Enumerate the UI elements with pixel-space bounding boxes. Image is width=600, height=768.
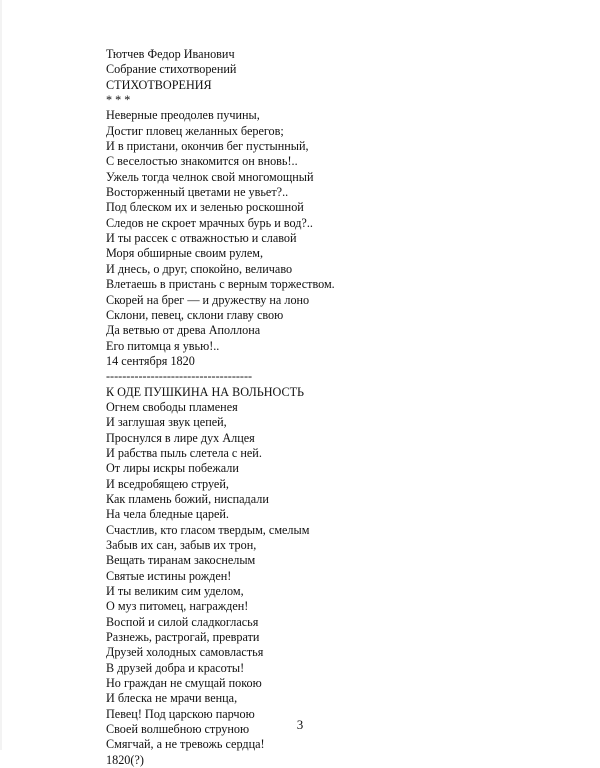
asterisks-separator: * * *: [106, 93, 131, 108]
poem-line: Его питомца я увью!..: [106, 338, 220, 353]
poem-line: Под блеском их и зеленью роскошной: [106, 200, 304, 215]
text-block: [106, 47, 335, 768]
poem-line: И днесь, о друг, спокойно, величаво: [106, 261, 293, 276]
poem-line: И ты великим сим уделом,: [106, 584, 244, 599]
poem-line: С веселостью знакомится он вновь!..: [106, 154, 298, 169]
poem-line: О муз питомец, награжден!: [106, 599, 249, 614]
poem-2: [106, 400, 335, 753]
poem-2-title: К ОДЕ ПУШКИНА НА ВОЛЬНОСТЬ: [106, 384, 305, 399]
collection-title: Собрание стихотворений: [106, 62, 237, 77]
poem-line: И ты рассек с отважностью и славой: [106, 231, 297, 246]
poem-line: Смягчай, а не тревожь сердца!: [106, 737, 265, 752]
poem-line: Достиг пловец желанных берегов;: [106, 123, 284, 138]
poem-line: Огнем свободы пламенея: [106, 399, 238, 414]
scan-edge: [0, 0, 2, 750]
poem-line: Друзей холодных самовластья: [106, 645, 264, 660]
poem-line: Вещать тиранам закоснелым: [106, 553, 256, 568]
poem-line: Проснулся в лире дух Алцея: [106, 430, 255, 445]
section-title: СТИХОТВОРЕНИЯ: [106, 77, 212, 92]
poem-line: Восторженный цветами не увьет?..: [106, 185, 289, 200]
poem-line: И вседробящею струей,: [106, 476, 229, 491]
author-name: Тютчев Федор Иванович: [106, 47, 235, 61]
poem-line: Ужель тогда челнок свой многомощный: [106, 169, 314, 184]
poem-line: И в пристани, окончив бег пустынный,: [106, 139, 309, 154]
poem-line: Святые истины рожден!: [106, 568, 232, 583]
poem-line: Но граждан не смущай покою: [106, 676, 262, 691]
poem-line: Да ветвью от древа Аполлона: [106, 323, 261, 338]
poem-line: Певец! Под царскою парчою: [106, 706, 255, 721]
poem-line: Воспой и силой сладкогласья: [106, 614, 259, 629]
poem-line: В друзей добра и красоты!: [106, 660, 245, 675]
poem-line: И блеска не мрачи венца,: [106, 691, 238, 706]
poem-line: Своей волшебною струною: [106, 722, 250, 737]
poem-line: Неверные преодолев пучины,: [106, 108, 260, 123]
poem-line: Забыв их сан, забыв их трон,: [106, 538, 257, 552]
poem-line: И заглушая звук цепей,: [106, 415, 227, 430]
poem-line: Моря обширные своим рулем,: [106, 246, 264, 261]
poem-line: Счастлив, кто гласом твердым, смелым: [106, 522, 310, 537]
poem-line: Как пламень божий, ниспадали: [106, 491, 269, 506]
divider-line: ------------------------------------: [106, 369, 253, 384]
poem-line: И рабства пыль слетела с ней.: [106, 445, 262, 460]
poem-2-date: 1820(?): [106, 752, 144, 767]
poem-1-date: 14 сентября 1820: [106, 353, 195, 368]
poem-line: Склони, певец, склони главу свою: [106, 307, 284, 322]
poem-line: Разнежь, растрогай, преврати: [106, 630, 260, 645]
poem-line: От лиры искры побежали: [106, 461, 239, 476]
poem-line: Скорей на брег — и дружеству на лоно: [106, 292, 310, 307]
poem-line: На чела бледные царей.: [106, 507, 229, 522]
page-number: 3: [296, 717, 304, 732]
poem-1: [106, 108, 335, 354]
poem-line: Влетаешь в пристань с верным торжеством.: [106, 277, 335, 292]
poem-line: Следов не скроет мрачных бурь и вод?..: [106, 215, 313, 230]
